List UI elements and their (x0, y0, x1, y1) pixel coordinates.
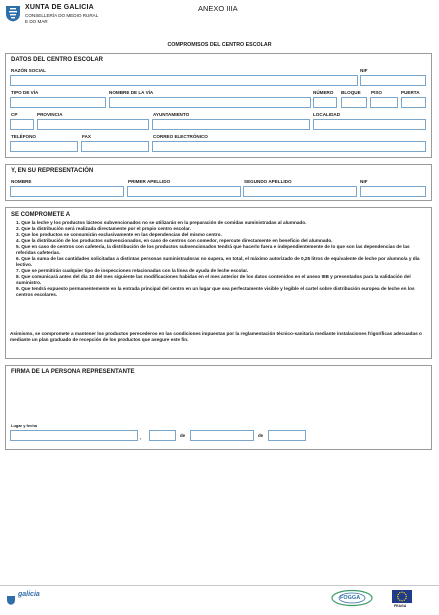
place-field[interactable] (10, 430, 138, 441)
compromiso-item: 4. Que la distribución de los productos subvencionados, en caso de centros con comedor, repercute directamente en beneficio del alumnado. (16, 238, 333, 243)
compromiso-item: 8. Que comunicará antes del día 10 del mes siguiente las modificaciones habidas en el mes anterior de los datos contenidos en el anexo IIIB y presentados para la validación del suministro. (16, 274, 411, 285)
piso-field[interactable] (370, 97, 398, 108)
de-separator-2: de (258, 433, 264, 438)
representacion-section (5, 164, 432, 201)
tipo-via-field[interactable] (10, 97, 106, 108)
xunta-logo-icon (5, 5, 21, 22)
fax-label: FAX (82, 134, 91, 139)
org-name: XUNTA DE GALICIA (25, 4, 94, 11)
compromisos-list (16, 220, 426, 298)
localidad-field[interactable] (313, 119, 426, 130)
annex-label: ANEXO IIIA (198, 4, 238, 13)
galicia-brand: galicia (18, 591, 40, 598)
compromete-title: SE COMPROMETE A (11, 212, 71, 218)
compromiso-item: 2. Que la distribución será realizada directamente por el propio centro escolar. (16, 226, 191, 231)
doc-title: COMPROMISOS DEL CENTRO ESCOLAR (167, 42, 272, 48)
correo-field[interactable] (152, 141, 426, 152)
provincia-field[interactable] (37, 119, 149, 130)
numero-field[interactable] (313, 97, 337, 108)
correo-label: CORREO ELECTRÓNICO (153, 134, 208, 139)
compromiso-item: 7. Que se permitirán cualquier tipo de inspecciones relacionadas con la línea de ayuda de leche escolar. (16, 268, 249, 273)
place-date-label: Lugar y fecha (11, 423, 38, 428)
footer-divider (0, 585, 439, 586)
primer-apellido-label: PRIMER APELLIDO (128, 179, 171, 184)
provincia-label: PROVINCIA (37, 112, 63, 117)
razon-social-field[interactable] (10, 75, 358, 86)
org-dept-line1: CONSELLERÍA DO MEDIO RURAL (25, 13, 99, 18)
bloque-field[interactable] (341, 97, 367, 108)
day-field[interactable] (149, 430, 176, 441)
compromiso-item: 3. Que los productos se consumirán exclusivamente en las dependencias del mismo centro. (16, 232, 222, 237)
nombre-label: NOMBRE (11, 179, 32, 184)
year-field[interactable] (268, 430, 306, 441)
fogga-brand: FOGGA (340, 595, 361, 601)
compromiso-item: 9. Que tendrá expuesto permanentemente en la entrada principal del centro en un lugar que sea perfectamente visible y legible el cartel sobre distribución europea de leche en los centros escolares. (16, 286, 415, 297)
nombre-via-field[interactable] (109, 97, 311, 108)
ayuntamiento-field[interactable] (152, 119, 310, 130)
segundo-apellido-label: SEGUNDO APELLIDO (244, 179, 292, 184)
bloque-label: BLOQUE (341, 90, 361, 95)
month-field[interactable] (190, 430, 254, 441)
compromiso-closing: Asimismo, se compromete a mantener los productos perecederos en las condiciones impuestas por la reglamentación técnico-sanitaria mediante instalaciones frigoríficas adecuadas o mediante un plan graduado de recepción de los productos que asegure este fin. (10, 331, 422, 342)
numero-label: NÚMERO (313, 90, 334, 95)
eu-flag-icon (392, 590, 412, 603)
rep-nif-field[interactable] (360, 186, 426, 197)
datos-section (5, 53, 432, 158)
comma-separator: , (140, 435, 142, 440)
representacion-title: Y, EN SU REPRESENTACIÓN (11, 168, 94, 174)
nif-field[interactable] (360, 75, 426, 86)
rep-nif-label: NIF (360, 179, 368, 184)
firma-section (5, 365, 432, 450)
ayuntamiento-label: AYUNTAMIENTO (153, 112, 190, 117)
fax-field[interactable] (81, 141, 149, 152)
puerta-field[interactable] (401, 97, 426, 108)
cp-label: CP (11, 112, 18, 117)
cp-field[interactable] (10, 119, 34, 130)
compromiso-item: 6. Que la suma de las cantidades solicitadas a distintas personas suministradoras no supera, en total, el máximo autorizado de 0,25 litros de equivalente de leche por alumno/a y día lectivo. (16, 256, 420, 267)
eu-caption: FEAGA (394, 604, 407, 608)
segundo-apellido-field[interactable] (243, 186, 357, 197)
galicia-logo-icon (6, 592, 16, 602)
de-separator-1: de (180, 433, 186, 438)
org-dept-line2: E DO MAR (25, 19, 48, 24)
telefono-field[interactable] (10, 141, 78, 152)
localidad-label: LOCALIDAD (313, 112, 341, 117)
tipo-via-label: TIPO DE VÍA (11, 90, 39, 95)
puerta-label: PUERTA (401, 90, 420, 95)
compromiso-item: 5. Que en caso de centros con cafetería, la distribución de los productos subvencionados tendrá que hacerlo fuera e independientemente de lo que son las dependencias de las referidas cafeterías. (16, 244, 410, 255)
piso-label: PISO (371, 90, 382, 95)
razon-social-label: RAZÓN SOCIAL (11, 68, 46, 73)
compromiso-item: 1. Que la leche y los productos lácteos subvencionados no se utilizarán en la preparación de comidas suministradas al alumnado. (16, 220, 307, 225)
firma-title: FIRMA DE LA PERSONA REPRESENTANTE (11, 369, 135, 375)
primer-apellido-field[interactable] (127, 186, 241, 197)
telefono-label: TELÉFONO (11, 134, 37, 139)
nombre-field[interactable] (10, 186, 124, 197)
nombre-via-label: NOMBRE DE LA VÍA (109, 90, 154, 95)
datos-title: DATOS DEL CENTRO ESCOLAR (11, 57, 104, 63)
nif-label: NIF (360, 68, 368, 73)
